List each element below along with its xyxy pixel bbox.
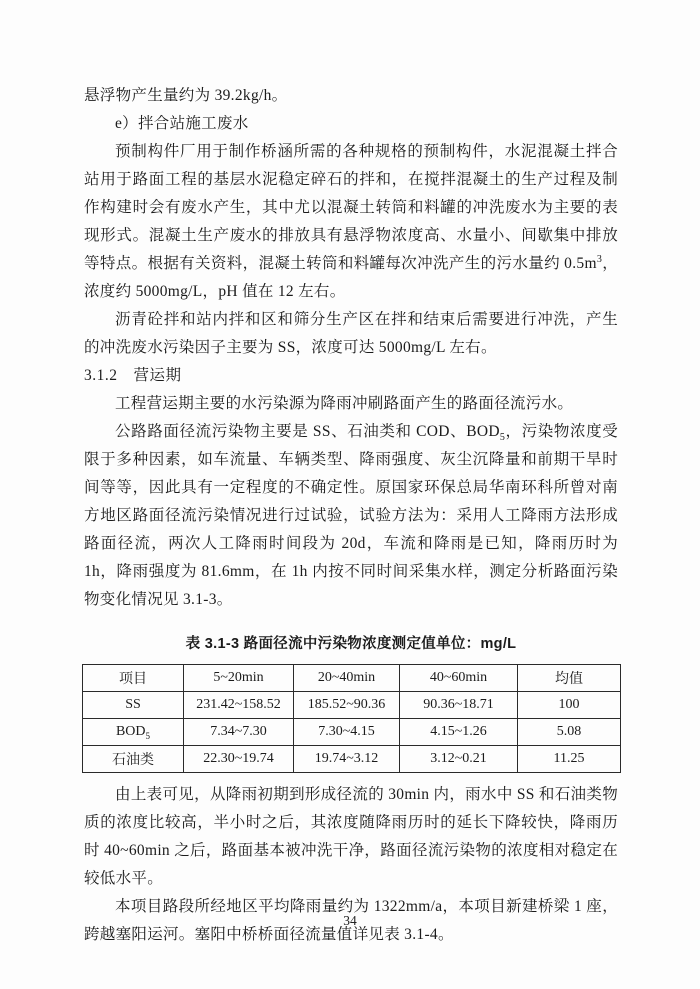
- cell-value: 231.42~158.52: [184, 692, 294, 719]
- cell-value: 22.30~19.74: [184, 746, 294, 773]
- table-row-bod5: [83, 719, 621, 746]
- table-row-petroleum: [83, 746, 621, 773]
- paragraph-operation-period: 工程营运期主要的水污染源为降雨冲刷路面产生的路面径流污水。: [115, 395, 574, 412]
- paragraph-suspended-solids: 悬浮物产生量约为 39.2kg/h。: [84, 87, 288, 104]
- superscript-cubic: 3: [596, 253, 603, 265]
- cell-average: 5.08: [518, 719, 621, 746]
- text-run: BOD: [115, 724, 146, 739]
- column-header-20-40min: 20~40min: [294, 665, 400, 692]
- column-header-40-60min: 40~60min: [400, 665, 518, 692]
- text-run: 公路路面径流污染物主要是 SS、石油类和 COD、BOD: [115, 423, 500, 440]
- paragraph-road-runoff: [84, 418, 618, 614]
- cell-value: 7.34~7.30: [184, 719, 294, 746]
- table-row-ss: [83, 692, 621, 719]
- subscript-bod5: 5: [499, 432, 506, 444]
- text-run: ，污染物浓度受限于多种因素，如车流量、车辆类型、降雨强度、灰尘沉降量和前期干旱时间等等，因此具有一定程度的不确定性。原国家环保总局华南环科所曾对南方地区路面径流污染情况进行过试验，试验方法为：采用人工降雨方法形成路面径流，两次人工降雨时间段为 20d，车流和降雨是已知，降雨历时为 1h，降雨强度为 81.6mm，在 1h 内按不同时间采集水样，测定分析路面污染物变化情况见 3.1-3。: [84, 423, 619, 608]
- text-run: SS: [125, 697, 141, 712]
- table-header-row: [83, 665, 621, 692]
- text-run: 预制构件厂用于制作桥涵所需的各种规格的预制构件，水泥混凝土拌合站用于路面工程的基层水泥稳定碎石的拌和，在搅拌混凝土的生产过程及制作构建时会有废水产生，其中尤以混凝土转筒和料罐的冲洗废水为主要的表现形式。混凝土生产废水的排放具有悬浮物浓度高、水量小、间歇集中排放等特点。根据有关资料，混凝土转筒和料罐每次冲洗产生的污水量约 0.5m: [84, 143, 618, 272]
- paragraph-asphalt-station: 沥青砼拌和站内拌和区和筛分生产区在拌和结束后需要进行冲洗，产生的冲洗废水污染因子主要为 SS，浓度可达 5000mg/L 左右。: [84, 311, 618, 356]
- page-content: [84, 82, 618, 949]
- cell-value: 3.12~0.21: [400, 746, 518, 773]
- paragraph-rainfall-bridge: 本项目路段所经地区平均降雨量约为 1322mm/a，本项目新建桥梁 1 座，跨越塞阳运河。塞阳中桥桥面径流量值详见表 3.1-4。: [84, 898, 618, 943]
- section-heading-3-1-2: 3.1.2 营运期: [84, 367, 182, 384]
- column-header-average: 均值: [518, 665, 621, 692]
- cell-value: 90.36~18.71: [400, 692, 518, 719]
- paragraph-conclusion: 由上表可见，从降雨初期到形成径流的 30min 内，雨水中 SS 和石油类物质的浓度比较高，半小时之后，其浓度随降雨历时的延长下降较快，降雨历时 40~60min 之后，路面基本被冲洗干净，路面径流污染物的浓度相对稳定在较低水平。: [84, 786, 618, 887]
- cell-param-name: [83, 746, 184, 773]
- cell-value: 185.52~90.36: [294, 692, 400, 719]
- table-caption: 表 3.1-3 路面径流中污染物浓度测定值单位：mg/L: [185, 636, 517, 652]
- cell-value: 7.30~4.15: [294, 719, 400, 746]
- cell-average: 11.25: [518, 746, 621, 773]
- cell-param-name: [83, 692, 184, 719]
- text-run: 石油类: [112, 753, 154, 768]
- column-header-5-20min: 5~20min: [184, 665, 294, 692]
- pollutant-concentration-table: [82, 664, 621, 773]
- text-run: ，浓度约 5000mg/L，pH 值在 12 左右。: [84, 255, 618, 300]
- cell-value: 4.15~1.26: [400, 719, 518, 746]
- paragraph-precast-plant: [84, 138, 618, 306]
- page-number: 34: [343, 913, 357, 928]
- cell-average: 100: [518, 692, 621, 719]
- column-header-item: 项目: [83, 665, 184, 692]
- cell-value: 19.74~3.12: [294, 746, 400, 773]
- subscript: 5: [145, 730, 151, 741]
- list-item-e-mixing-station: e）拌合站施工废水: [115, 115, 249, 132]
- cell-param-name: [83, 719, 184, 746]
